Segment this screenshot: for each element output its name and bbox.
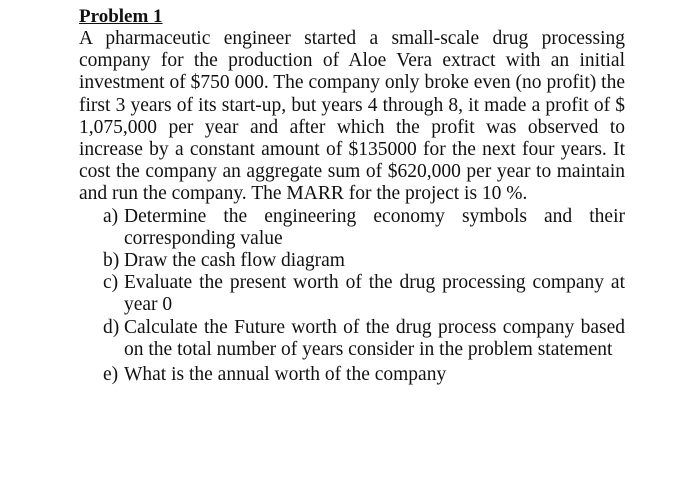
problem-title: Problem 1 (79, 6, 163, 27)
question-letter: c) (103, 272, 119, 294)
question-d (103, 317, 625, 361)
question-e (103, 364, 625, 386)
question-letter: a) (103, 205, 119, 227)
problem-document (79, 6, 625, 386)
question-b (103, 250, 625, 272)
problem-statement: A pharmaceutic engineer started a small-scale drug processing company for the production of Aloe Vera extract with an initial investment of $750 000. The company only broke even (no profit) the first 3 years of its start-up, but years 4 through 8, it made a profit of $ 1,075,000 per year and after which the profit was observed to increase by a constant amount of $135000 for the next four years. It cost the company an aggregate sum of $620,000 per year to maintain and run the company. The MARR for the project is 10 %. (79, 28, 625, 205)
question-text: Evaluate the present worth of the drug processing company at year 0 (124, 272, 625, 316)
question-letter: e) (103, 364, 119, 386)
question-c (103, 272, 625, 316)
question-text: Draw the cash flow diagram (124, 250, 345, 272)
question-letter: b) (103, 250, 120, 272)
question-a (103, 206, 625, 250)
question-text: Determine the engineering economy symbols and their corresponding value (124, 205, 625, 249)
question-list (79, 206, 625, 387)
question-letter: d) (103, 316, 120, 338)
question-text: Calculate the Future worth of the drug process company based on the total number of years consider in the problem statement (124, 316, 625, 360)
question-text: What is the annual worth of the company (124, 364, 447, 386)
